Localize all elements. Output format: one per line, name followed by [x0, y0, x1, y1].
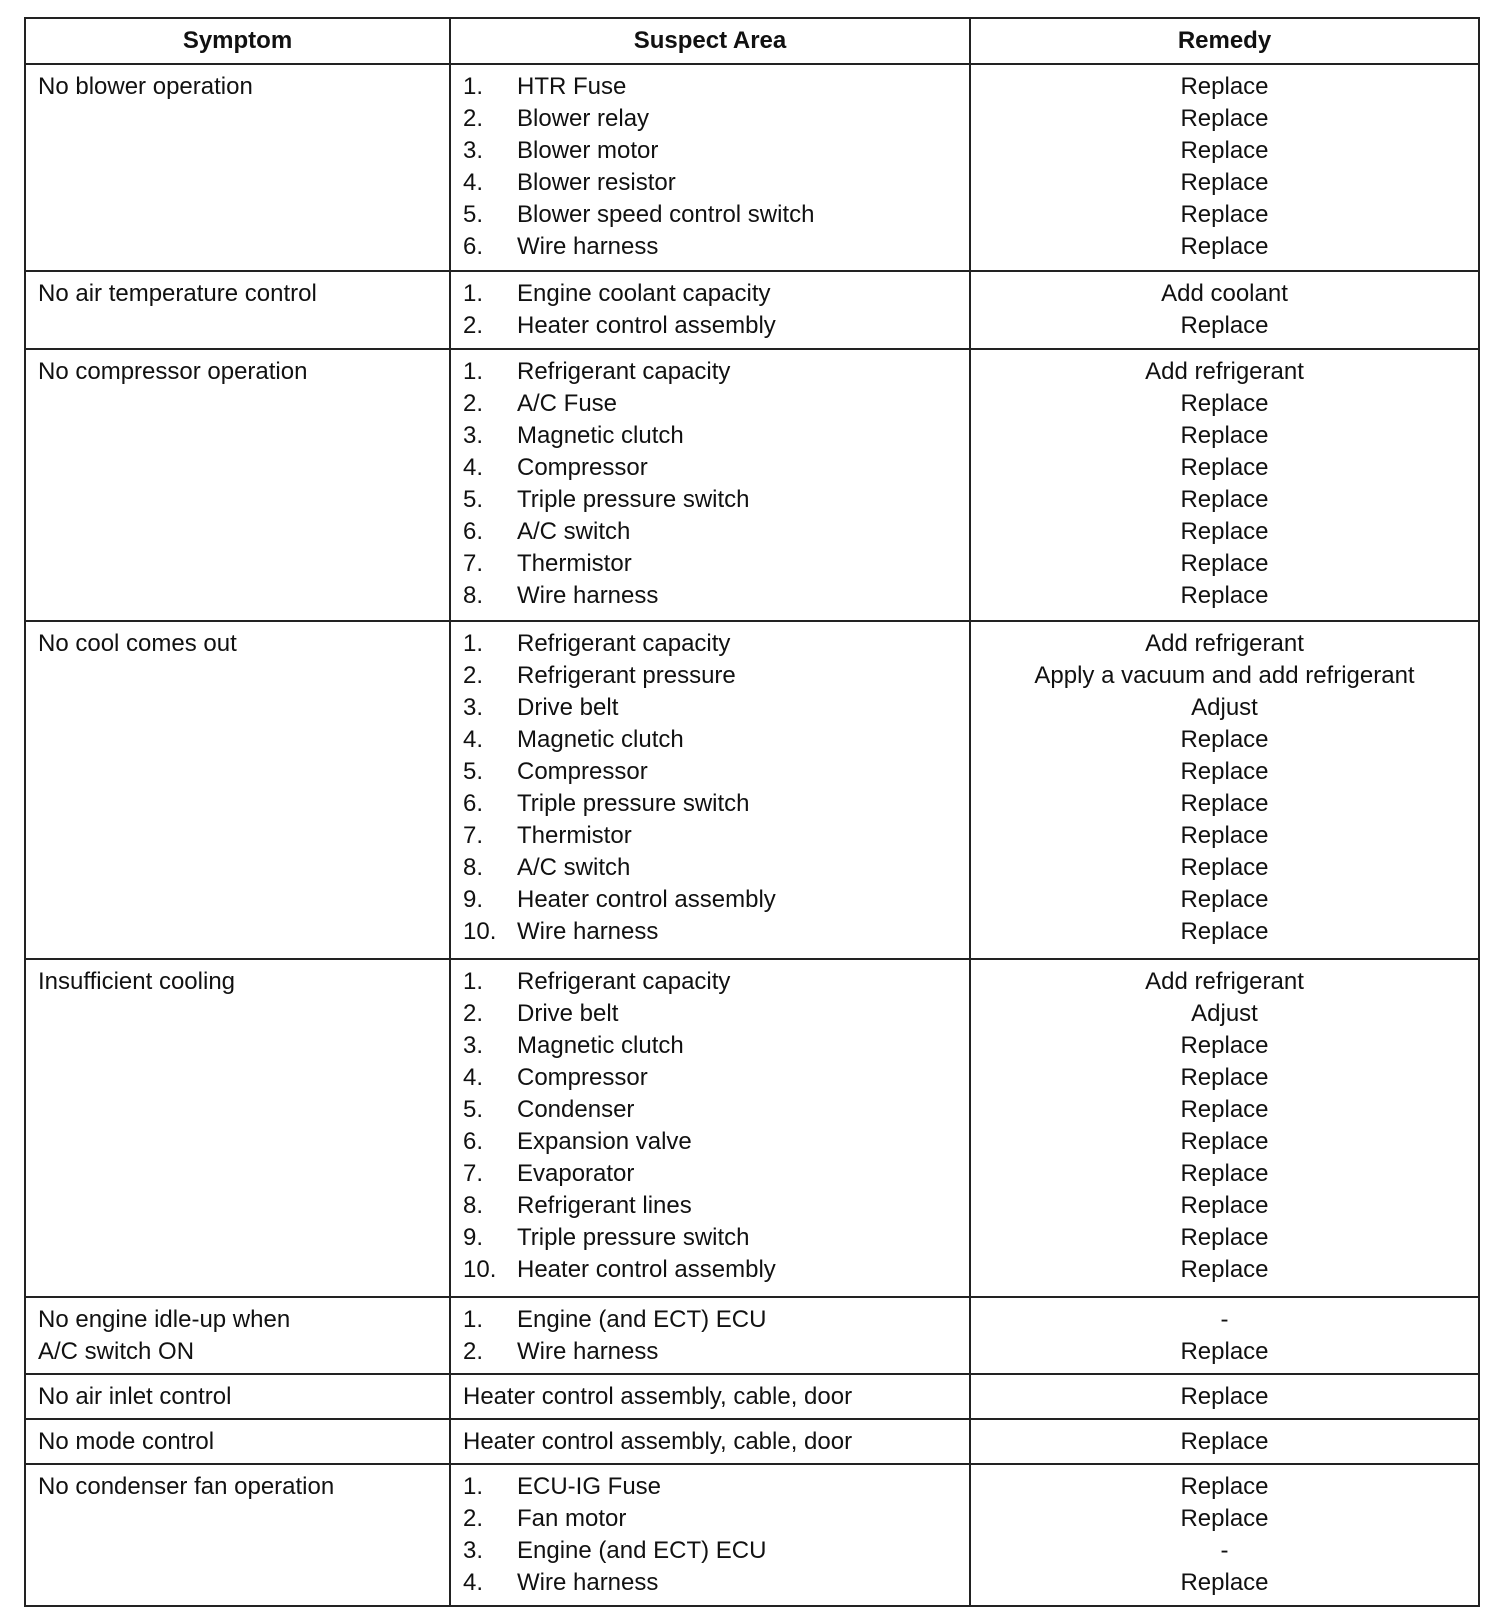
- suspect-item-text: A/C switch: [517, 854, 631, 882]
- suspect-item-text: Wire harness: [517, 918, 659, 946]
- suspect-item: [463, 278, 957, 310]
- suspect-item-text: HTR Fuse: [517, 73, 627, 100]
- table-row: [25, 1297, 1479, 1374]
- header-row: [25, 18, 1479, 64]
- remedy-text: Replace: [1180, 1192, 1269, 1220]
- remedy-cell: [970, 1297, 1479, 1374]
- suspect-area-cell: [450, 959, 970, 1297]
- suspect-item-number: 8.: [463, 854, 484, 882]
- remedy-text: Add coolant: [1161, 280, 1288, 308]
- suspect-item-text: Drive belt: [517, 1000, 619, 1028]
- suspect-item-number: 5.: [463, 485, 484, 513]
- suspect-item-text: Triple pressure switch: [517, 485, 750, 513]
- suspect-item: [463, 756, 957, 788]
- suspect-item-text: Blower speed control switch: [517, 201, 815, 228]
- suspect-item: [463, 420, 957, 452]
- remedy-text: Replace: [1180, 1096, 1269, 1124]
- suspect-item-number: 4.: [463, 726, 484, 754]
- suspect-item-number: 3.: [463, 1032, 484, 1060]
- remedy-text: Replace: [1180, 886, 1269, 914]
- troubleshooting-table: [24, 17, 1480, 1607]
- suspect-item-number: 1.: [463, 280, 484, 308]
- suspect-item-text: Refrigerant pressure: [517, 662, 736, 690]
- suspect-item-number: 1.: [463, 73, 484, 100]
- remedy-text: Apply a vacuum and add refrigerant: [1034, 662, 1415, 690]
- suspect-item-text: Fan motor: [517, 1504, 627, 1532]
- suspect-item-text: Magnetic clutch: [517, 421, 684, 449]
- suspect-item-number: 5.: [463, 758, 484, 786]
- suspect-item: [463, 852, 957, 884]
- remedy-text: Replace: [1180, 1504, 1269, 1532]
- suspect-item: [463, 1471, 957, 1503]
- remedy-text: Replace: [1180, 822, 1269, 850]
- suspect-area-cell: [450, 64, 970, 271]
- remedy-text: Replace: [1180, 137, 1269, 164]
- suspect-item-text: Engine (and ECT) ECU: [517, 1536, 767, 1564]
- suspect-item-text: Drive belt: [517, 694, 619, 722]
- suspect-item-number: 3.: [463, 421, 484, 449]
- symptom-cell: [25, 64, 450, 271]
- remedy-text: -: [1220, 1536, 1229, 1564]
- remedy-text: Replace: [1180, 1337, 1269, 1365]
- suspect-item: [463, 516, 957, 548]
- remedy-text: Replace: [1180, 73, 1269, 100]
- symptom-text: No mode control: [38, 1427, 215, 1455]
- table-row: [25, 959, 1479, 1297]
- suspect-item-text: Blower motor: [517, 137, 659, 164]
- suspect-item: [463, 884, 957, 916]
- suspect-item: [463, 1094, 957, 1126]
- suspect-item-text: A/C switch: [517, 517, 631, 545]
- symptom-cell: [25, 271, 450, 348]
- remedy-text: Replace: [1180, 105, 1269, 132]
- suspect-item-number: 5.: [463, 201, 484, 228]
- symptom-text: No blower operation: [38, 73, 253, 100]
- remedy-text: Replace: [1180, 758, 1269, 786]
- suspect-item: [463, 916, 957, 948]
- suspect-item-number: 5.: [463, 1096, 484, 1124]
- suspect-item: [463, 103, 957, 135]
- suspect-item-number: 6.: [463, 517, 484, 545]
- symptom-text: Insufficient cooling: [38, 968, 236, 996]
- suspect-item-text: Wire harness: [517, 581, 659, 609]
- suspect-area-cell: [450, 1464, 970, 1606]
- suspect-item-text: Magnetic clutch: [517, 1032, 684, 1060]
- symptom-text: No cool comes out: [38, 630, 237, 658]
- suspect-item-number: 2.: [463, 105, 484, 132]
- symptom-cell: [25, 1374, 450, 1419]
- suspect-item-text: Refrigerant capacity: [517, 968, 731, 996]
- suspect-item-number: 2.: [463, 312, 484, 340]
- remedy-cell: [970, 64, 1479, 271]
- suspect-item-number: 2.: [463, 1000, 484, 1028]
- suspect-item-number: 9.: [463, 886, 484, 914]
- suspect-item-text: Compressor: [517, 453, 648, 481]
- suspect-item-number: 2.: [463, 662, 484, 690]
- suspect-item-text: A/C Fuse: [517, 389, 618, 417]
- suspect-item-number: 3.: [463, 694, 484, 722]
- suspect-item-text: Thermistor: [517, 549, 632, 577]
- table-row: [25, 1464, 1479, 1606]
- suspect-area-cell: [450, 349, 970, 622]
- suspect-item-text: Heater control assembly: [517, 886, 776, 914]
- remedy-text: Adjust: [1191, 1000, 1258, 1028]
- table-body: [25, 64, 1479, 1606]
- remedy-text: Replace: [1180, 389, 1269, 417]
- remedy-text: Replace: [1180, 233, 1269, 260]
- remedy-cell: [970, 1419, 1479, 1464]
- suspect-area-text: Heater control assembly, cable, door: [463, 1427, 853, 1455]
- suspect-item-text: Heater control assembly: [517, 1256, 776, 1284]
- table-row: [25, 271, 1479, 348]
- suspect-item-number: 6.: [463, 233, 484, 260]
- suspect-item: [463, 231, 957, 263]
- suspect-item-number: 6.: [463, 790, 484, 818]
- suspect-item-number: 4.: [463, 1568, 484, 1596]
- suspect-item-number: 1.: [463, 1472, 484, 1500]
- remedy-text: Replace: [1180, 549, 1269, 577]
- remedy-text: Add refrigerant: [1145, 968, 1304, 996]
- suspect-item-number: 7.: [463, 1160, 484, 1188]
- suspect-item-number: 6.: [463, 1128, 484, 1156]
- suspect-item: [463, 820, 957, 852]
- suspect-item: [463, 1535, 957, 1567]
- suspect-item-number: 3.: [463, 137, 484, 164]
- suspect-item-number: 10.: [463, 1256, 497, 1284]
- suspect-item-number: 2.: [463, 1337, 484, 1365]
- table-row: [25, 621, 1479, 959]
- suspect-area-cell: [450, 271, 970, 348]
- suspect-item-text: Wire harness: [517, 1337, 659, 1365]
- symptom-cell: [25, 1419, 450, 1464]
- suspect-item: [463, 1190, 957, 1222]
- remedy-text: Replace: [1180, 1256, 1269, 1284]
- suspect-item-number: 2.: [463, 389, 484, 417]
- suspect-item-number: 7.: [463, 822, 484, 850]
- suspect-item-number: 1.: [463, 1305, 484, 1333]
- suspect-item-text: Wire harness: [517, 233, 659, 260]
- suspect-item: [463, 1222, 957, 1254]
- suspect-area-cell: [450, 621, 970, 959]
- table-row: [25, 349, 1479, 622]
- remedy-text: Replace: [1180, 918, 1269, 946]
- suspect-item-text: Compressor: [517, 1064, 648, 1092]
- header-symptom: Symptom: [25, 18, 450, 64]
- suspect-item: [463, 1336, 957, 1368]
- suspect-item: [463, 788, 957, 820]
- remedy-text: Add refrigerant: [1145, 630, 1304, 658]
- remedy-text: Replace: [1180, 453, 1269, 481]
- remedy-text: Replace: [1180, 201, 1269, 228]
- remedy-text: Replace: [1180, 1160, 1269, 1188]
- suspect-item-number: 9.: [463, 1224, 484, 1252]
- symptom-cell: [25, 1297, 450, 1374]
- suspect-item-text: Triple pressure switch: [517, 1224, 750, 1252]
- suspect-item: [463, 692, 957, 724]
- suspect-item: [463, 1304, 957, 1336]
- remedy-cell: [970, 271, 1479, 348]
- remedy-text: Add refrigerant: [1145, 357, 1304, 385]
- suspect-item-text: Engine (and ECT) ECU: [517, 1305, 767, 1333]
- remedy-text: Replace: [1180, 1224, 1269, 1252]
- remedy-text: Replace: [1180, 312, 1269, 340]
- suspect-item-text: Blower resistor: [517, 169, 676, 196]
- suspect-item-text: Engine coolant capacity: [517, 280, 771, 308]
- suspect-area-cell: [450, 1419, 970, 1464]
- suspect-item-text: Expansion valve: [517, 1128, 692, 1156]
- suspect-item: [463, 452, 957, 484]
- suspect-item-text: Refrigerant lines: [517, 1192, 692, 1220]
- header-suspect-area: Suspect Area: [450, 18, 970, 64]
- suspect-item-number: 8.: [463, 1192, 484, 1220]
- remedy-text: Replace: [1180, 581, 1269, 609]
- remedy-text: Adjust: [1191, 694, 1258, 722]
- suspect-item: [463, 1254, 957, 1286]
- symptom-text: No compressor operation: [38, 357, 308, 385]
- suspect-item: [463, 1062, 957, 1094]
- suspect-item: [463, 1567, 957, 1599]
- suspect-item: [463, 135, 957, 167]
- suspect-area-cell: [450, 1297, 970, 1374]
- remedy-text: -: [1220, 1305, 1229, 1333]
- suspect-item-text: Blower relay: [517, 105, 650, 132]
- suspect-item: [463, 580, 957, 612]
- symptom-cell: [25, 959, 450, 1297]
- suspect-item: [463, 484, 957, 516]
- table-header: [25, 18, 1479, 64]
- suspect-item-number: 8.: [463, 581, 484, 609]
- suspect-area-cell: [450, 1374, 970, 1419]
- remedy-cell: [970, 1374, 1479, 1419]
- suspect-item-text: Compressor: [517, 758, 648, 786]
- suspect-item: [463, 548, 957, 580]
- remedy-cell: [970, 959, 1479, 1297]
- remedy-cell: [970, 621, 1479, 959]
- suspect-item: [463, 310, 957, 342]
- suspect-item-number: 2.: [463, 1504, 484, 1532]
- suspect-item-text: Condenser: [517, 1096, 635, 1124]
- suspect-item: [463, 356, 957, 388]
- remedy-text: Replace: [1180, 726, 1269, 754]
- suspect-item: [463, 724, 957, 756]
- suspect-item-text: Heater control assembly: [517, 312, 776, 340]
- table-row: [25, 1374, 1479, 1419]
- remedy-text: Replace: [1180, 854, 1269, 882]
- suspect-item-number: 4.: [463, 453, 484, 481]
- remedy-cell: [970, 1464, 1479, 1606]
- suspect-item: [463, 1503, 957, 1535]
- remedy-text: Replace: [1180, 1427, 1269, 1455]
- suspect-item: [463, 998, 957, 1030]
- suspect-item-text: Triple pressure switch: [517, 790, 750, 818]
- symptom-text: A/C switch ON: [38, 1337, 195, 1365]
- symptom-text: No engine idle-up when: [38, 1305, 291, 1333]
- suspect-item-number: 4.: [463, 169, 484, 196]
- symptom-text: No air inlet control: [38, 1383, 232, 1411]
- suspect-item-number: 7.: [463, 549, 484, 577]
- suspect-item: [463, 167, 957, 199]
- suspect-item-number: 1.: [463, 357, 484, 385]
- remedy-text: Replace: [1180, 790, 1269, 818]
- suspect-item-number: 4.: [463, 1064, 484, 1092]
- suspect-area-text: Heater control assembly, cable, door: [463, 1383, 853, 1411]
- table-row: [25, 64, 1479, 271]
- remedy-text: Replace: [1180, 1064, 1269, 1092]
- suspect-item: [463, 628, 957, 660]
- suspect-item: [463, 1030, 957, 1062]
- symptom-cell: [25, 1464, 450, 1606]
- remedy-text: Replace: [1180, 169, 1269, 196]
- remedy-text: Replace: [1180, 1383, 1269, 1411]
- remedy-text: Replace: [1180, 517, 1269, 545]
- suspect-item: [463, 966, 957, 998]
- suspect-item-text: Refrigerant capacity: [517, 357, 731, 385]
- remedy-cell: [970, 349, 1479, 622]
- suspect-item-text: ECU-IG Fuse: [517, 1472, 662, 1500]
- symptom-cell: [25, 349, 450, 622]
- suspect-item: [463, 660, 957, 692]
- suspect-item-text: Magnetic clutch: [517, 726, 684, 754]
- symptom-text: No air temperature control: [38, 280, 317, 308]
- suspect-item: [463, 388, 957, 420]
- suspect-item-number: 3.: [463, 1536, 484, 1564]
- table-row: [25, 1419, 1479, 1464]
- suspect-item: [463, 1126, 957, 1158]
- suspect-item-number: 1.: [463, 630, 484, 658]
- remedy-text: Replace: [1180, 1568, 1269, 1596]
- suspect-item: [463, 199, 957, 231]
- remedy-text: Replace: [1180, 1128, 1269, 1156]
- remedy-text: Replace: [1180, 1472, 1269, 1500]
- remedy-text: Replace: [1180, 485, 1269, 513]
- symptom-cell: [25, 621, 450, 959]
- suspect-item-text: Evaporator: [517, 1160, 635, 1188]
- suspect-item-number: 1.: [463, 968, 484, 996]
- suspect-item-number: 10.: [463, 918, 497, 946]
- suspect-item: [463, 71, 957, 103]
- suspect-item-text: Wire harness: [517, 1568, 659, 1596]
- suspect-item: [463, 1158, 957, 1190]
- header-remedy: Remedy: [970, 18, 1479, 64]
- symptom-text: No condenser fan operation: [38, 1472, 335, 1500]
- remedy-text: Replace: [1180, 1032, 1269, 1060]
- suspect-item-text: Thermistor: [517, 822, 632, 850]
- troubleshooting-page: [24, 17, 1478, 1607]
- suspect-item-text: Refrigerant capacity: [517, 630, 731, 658]
- remedy-text: Replace: [1180, 421, 1269, 449]
